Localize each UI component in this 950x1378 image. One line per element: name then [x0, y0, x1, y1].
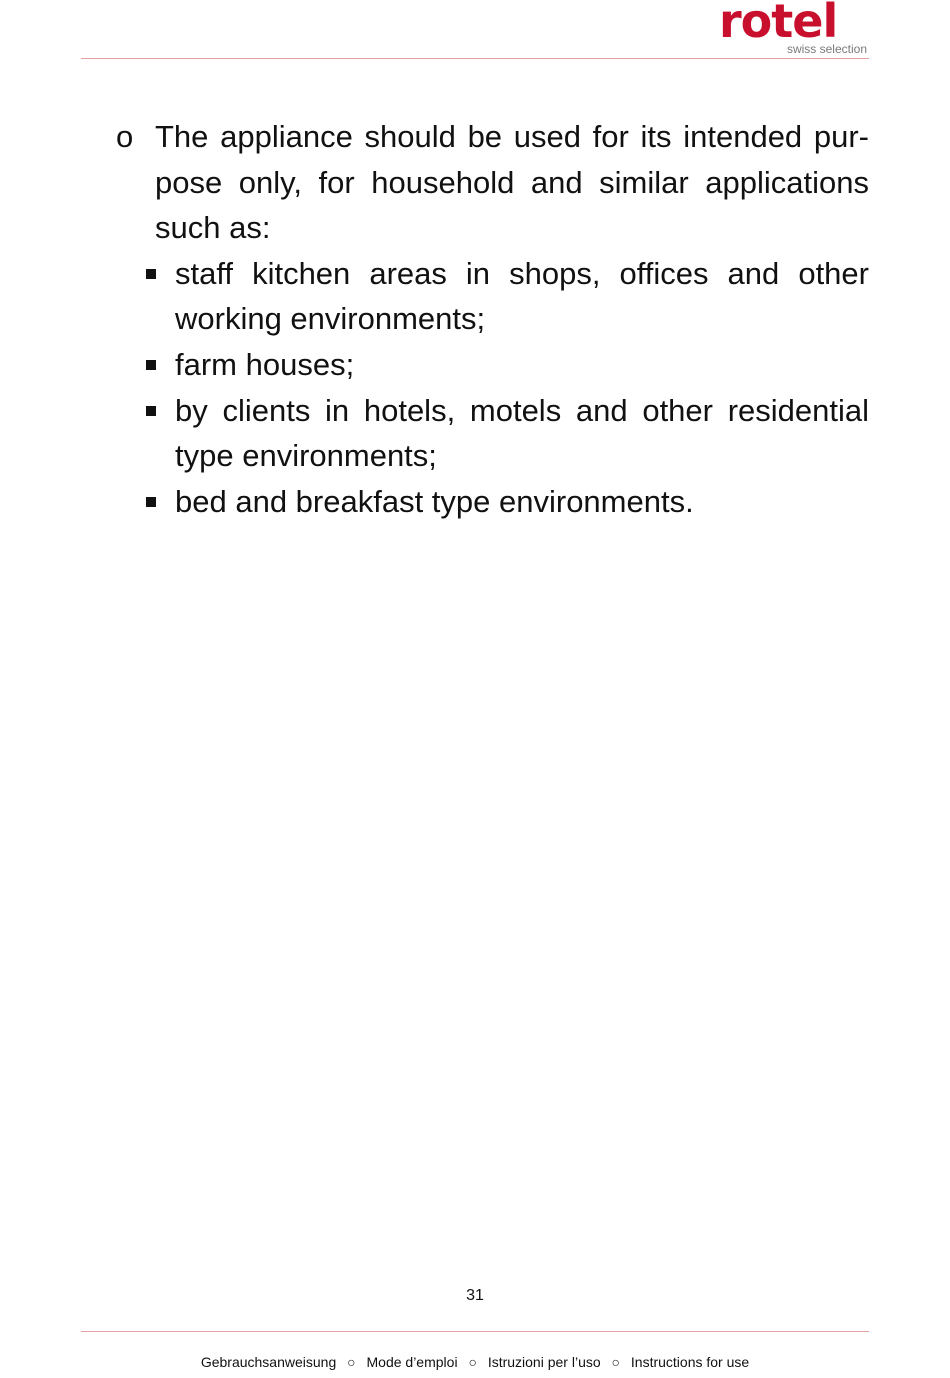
- list-item: [116, 251, 869, 342]
- list-item: [116, 342, 869, 388]
- square-bullet-icon: [146, 360, 156, 370]
- footer-divider: [81, 1331, 869, 1332]
- square-bullet-icon: [146, 269, 156, 279]
- logo-tagline: swiss selection: [786, 42, 867, 56]
- list-item: [116, 479, 869, 525]
- square-bullet-icon: [146, 497, 156, 507]
- brand-logo: [719, 0, 869, 58]
- list-item-text: farm houses;: [175, 346, 355, 382]
- separator-icon: ○: [611, 1354, 620, 1370]
- document-body: [116, 114, 869, 524]
- footer-item-german: Gebrauchsanweisung: [200, 1354, 337, 1370]
- footer-item-french: Mode d’emploi: [366, 1354, 458, 1370]
- footer-item-italian: Istruzioni per l’uso: [487, 1354, 601, 1370]
- list-item-text: bed and breakfast type environments.: [175, 483, 694, 519]
- logo-wordmark: rotel: [719, 0, 838, 48]
- square-bullet-icon: [146, 406, 156, 416]
- header-divider: [81, 58, 869, 59]
- circle-bullet-icon: o: [116, 119, 134, 154]
- list-item-text: by clients in hotels, motels and other residential type environments;: [175, 392, 869, 474]
- separator-icon: ○: [347, 1354, 356, 1370]
- separator-icon: ○: [468, 1354, 477, 1370]
- footer-languages: [0, 1352, 950, 1372]
- intended-use-text: The appliance should be used for its intended pur-pose only, for household and similar applications such as:: [155, 119, 869, 246]
- list-item: [116, 388, 869, 479]
- list-item-intended-use: [116, 114, 869, 251]
- page-number: 31: [466, 1287, 484, 1304]
- list-item-text: staff kitchen areas in shops, offices and other working environments;: [175, 255, 869, 337]
- footer-item-english: Instructions for use: [630, 1354, 750, 1370]
- applications-list: [116, 251, 869, 525]
